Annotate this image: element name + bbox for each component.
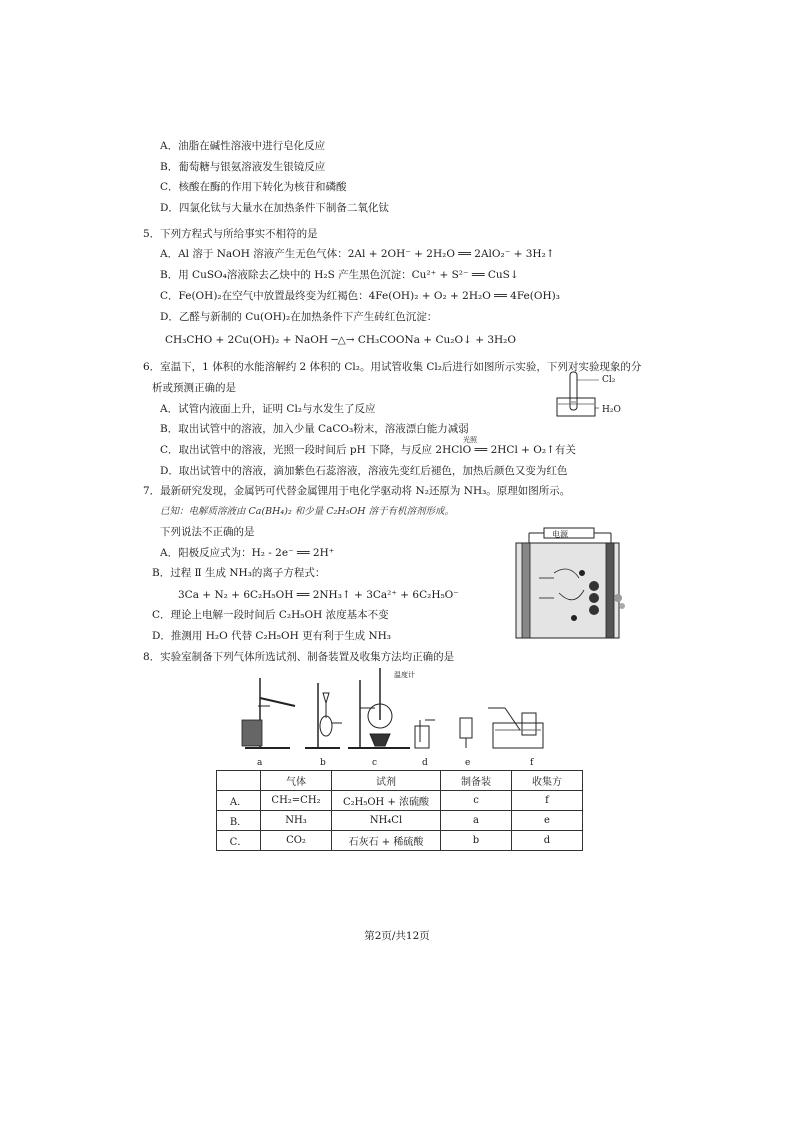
q8-stem: 8．实验室制备下列气体所选试剂、制备装置及收集方法均正确的是 [143, 651, 455, 663]
table-row [217, 791, 583, 811]
q8-label-d: d [422, 758, 428, 768]
q8-label-a: a [257, 758, 263, 768]
q5-option-b: B．用 CuSO₄溶液除去乙炔中的 H₂S 产生黑色沉淀：Cu²⁺ + S²⁻ ══ CuS↓ [160, 269, 519, 281]
q8-label-f: f [530, 758, 534, 768]
q6-stem-line2: 析或预测正确的是 [152, 382, 236, 394]
table-cell: NH₃ [261, 811, 332, 831]
table-cell: e [512, 811, 583, 831]
q5-option-c: C．Fe(OH)₂在空气中放置最终变为红褐色：4Fe(OH)₂ + O₂ + 2H₂O ══ 4Fe(OH)₃ [160, 290, 560, 302]
q7-stem: 7．最新研究发现，金属钙可代替金属锂用于电化学驱动将 N₂还原为 NH₃。原理如图所示。 [143, 485, 571, 497]
q6-light-label: 光照 [463, 436, 477, 444]
table-cell: c [441, 791, 512, 811]
q8-label-e: e [465, 758, 471, 768]
q7-fig-power-label: 电源 [552, 530, 568, 539]
q7-option-b: B．过程 Ⅱ 生成 NH₃的离子方程式： [152, 567, 326, 579]
q7-option-a: A．阳极反应式为：H₂ - 2e⁻ ══ 2H⁺ [160, 547, 335, 559]
table-header-cell: 制备装 [441, 771, 512, 791]
q8-label-c: c [372, 758, 378, 768]
table-row [217, 831, 583, 851]
q6-fig-label-h2o: H₂O [602, 405, 621, 415]
table-header-cell [217, 771, 261, 791]
q4-option-b: B．葡萄糖与银氨溶液发生银镜反应 [160, 161, 326, 173]
q7-option-c: C．理论上电解一段时间后 C₂H₅OH 浓度基本不变 [152, 609, 389, 621]
table-header-cell: 气体 [261, 771, 332, 791]
q8-label-b: b [320, 758, 326, 768]
q4-option-d: D．四氯化钛与大量水在加热条件下制备二氧化钛 [160, 202, 389, 214]
page-footer: 第2页/共12页 [364, 930, 430, 942]
table-cell: CH₂=CH₂ [261, 791, 332, 811]
table-row [217, 811, 583, 831]
q6-stem-line1: 6．室温下，1 体积的水能溶解约 2 体积的 Cl₂。用试管收集 Cl₂后进行如图所示实验，下列对实验现象的分 [143, 361, 642, 373]
table-cell: d [512, 831, 583, 851]
table-cell: C． [217, 831, 261, 851]
table-cell: b [441, 831, 512, 851]
table-cell: 石灰石 + 稀硫酸 [332, 831, 441, 851]
q5-equation: CH₃CHO + 2Cu(OH)₂ + NaOH ─△→ CH₃COONa + Cu₂O↓ + 3H₂O [165, 334, 516, 346]
table-cell: CO₂ [261, 831, 332, 851]
q7-option-d: D．推测用 H₂O 代替 C₂H₅OH 更有利于生成 NH₃ [152, 630, 392, 642]
table-cell: C₂H₅OH + 浓硫酸 [332, 791, 441, 811]
q5-stem: 5．下列方程式与所给事实不相符的是 [143, 228, 318, 240]
q7-sub-stem: 下列说法不正确的是 [160, 526, 255, 538]
q8-thermometer-label: 温度计 [394, 671, 415, 679]
q4-option-a: A．油脂在碱性溶液中进行皂化反应 [160, 140, 326, 152]
table-cell: B． [217, 811, 261, 831]
table-header-cell: 收集方 [512, 771, 583, 791]
q8-apparatus-figure [230, 668, 550, 760]
q5-option-d: D．乙醛与新制的 Cu(OH)₂在加热条件下产生砖红色沉淀： [160, 311, 438, 323]
q5-option-a: A．Al 溶于 NaOH 溶液产生无色气体：2Al + 2OH⁻ + 2H₂O ══ 2AlO₂⁻ + 3H₂↑ [160, 248, 555, 260]
q6-option-d: D．取出试管中的溶液，滴加紫色石蕊溶液，溶液先变红后褪色，加热后颜色又变为红色 [160, 465, 568, 477]
q7-note: 已知：电解质溶液由 Ca(BH₄)₂ 和少量 C₂H₅OH 溶于有机溶剂形成。 [160, 506, 455, 517]
q8-reagent-table [216, 770, 583, 851]
q7-cell-figure [514, 528, 624, 640]
q6-option-c: C．取出试管中的溶液，光照一段时间后 pH 下降，与反应 2HClO ══ 2HCl + O₂↑有关 [160, 444, 576, 456]
table-cell: a [441, 811, 512, 831]
table-header-cell: 试剂 [332, 771, 441, 791]
table-cell: NH₄Cl [332, 811, 441, 831]
q6-option-a: A．试管内液面上升，证明 Cl₂与水发生了反应 [160, 403, 376, 415]
table-cell: A． [217, 791, 261, 811]
q6-option-b: B．取出试管中的溶液，加入少量 CaCO₃粉末，溶液漂白能力减弱 [160, 423, 469, 435]
table-cell: f [512, 791, 583, 811]
q6-fig-label-cl2: Cl₂ [602, 375, 616, 385]
q7-option-b-equation: 3Ca + N₂ + 6C₂H₅OH ══ 2NH₃↑ + 3Ca²⁺ + 6C₂H₅O⁻ [178, 589, 459, 601]
q4-option-c: C．核酸在酶的作用下转化为核苷和磷酸 [160, 181, 347, 193]
table-header-row [217, 771, 583, 791]
q6-tube-figure [555, 372, 635, 422]
